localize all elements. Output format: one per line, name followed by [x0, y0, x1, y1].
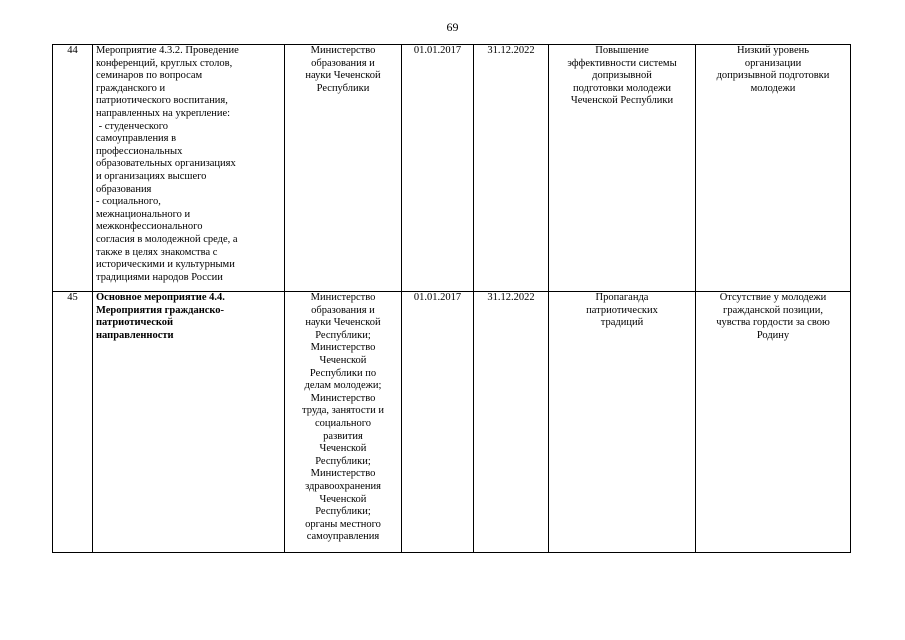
- event-cell: [93, 45, 285, 292]
- row-number-cell: 44: [53, 45, 93, 292]
- consequence-line: организации: [744, 57, 802, 69]
- event-line: направленности: [96, 329, 174, 341]
- executor-line: Республики: [316, 82, 370, 94]
- executor-line: Республики;: [315, 455, 371, 467]
- consequence-line: чувства гордости за свою: [716, 317, 830, 329]
- result-line: Чеченской Республики: [570, 95, 674, 107]
- event-line: традициями народов России: [96, 271, 223, 283]
- consequence-cell: [696, 292, 851, 553]
- consequence-line: допризывной подготовки: [716, 70, 830, 82]
- executor-cell: [285, 292, 402, 553]
- end-date-cell: 31.12.2022: [474, 45, 549, 292]
- executor-line: Республики;: [315, 506, 371, 518]
- executor-line: образования и: [311, 304, 375, 316]
- executor-line: развития: [323, 430, 363, 442]
- event-line: образования: [96, 183, 152, 195]
- result-line: Повышение: [595, 45, 649, 56]
- event-cell: [93, 292, 285, 553]
- executor-line: науки Чеченской: [305, 317, 381, 329]
- executor-line: делам молодежи;: [304, 380, 382, 392]
- event-line: патриотического воспитания,: [96, 95, 228, 107]
- row-number-cell: 45: [53, 292, 93, 553]
- event-line: межнационального и: [96, 208, 191, 220]
- table-row: [53, 292, 851, 553]
- executor-line: здравоохранения: [305, 480, 381, 492]
- result-line: традиций: [600, 317, 644, 329]
- executor-line: Республики по: [309, 367, 377, 379]
- event-line: - студенческого: [96, 120, 169, 132]
- event-line: самоуправления в: [96, 133, 177, 145]
- event-line: также в целях знакомства с: [96, 246, 218, 258]
- consequence-line: Низкий уровень: [736, 45, 810, 56]
- start-date-cell: 01.01.2017: [402, 45, 474, 292]
- executor-cell: [285, 45, 402, 292]
- event-line: семинаров по вопросам: [96, 70, 203, 82]
- table-row: [53, 45, 851, 292]
- executor-line: органы местного: [305, 518, 381, 530]
- executor-line: Чеченской: [319, 443, 367, 455]
- executor-line: труда, занятости и: [301, 405, 384, 417]
- result-line: допризывной: [592, 70, 652, 82]
- event-line: межконфессионального: [96, 221, 203, 233]
- result-line: патриотических: [586, 304, 658, 316]
- consequence-line: молодежи: [750, 82, 796, 94]
- event-line: конференций, круглых столов,: [96, 57, 233, 69]
- event-line: патриотической: [96, 317, 174, 329]
- event-line: гражданского и: [96, 82, 166, 94]
- event-line: и организациях высшего: [96, 170, 207, 182]
- start-date-cell: 01.01.2017: [402, 292, 474, 553]
- event-line: - социального,: [96, 196, 161, 208]
- executor-line: Министерство: [310, 292, 376, 303]
- event-line: Мероприятия гражданско-: [96, 304, 225, 316]
- event-line: образовательных организациях: [96, 158, 236, 170]
- result-cell: [549, 45, 696, 292]
- event-line: историческими и культурными: [96, 259, 235, 271]
- executor-line: Министерство: [310, 342, 376, 354]
- executor-line: Чеченской: [319, 354, 367, 366]
- consequence-line: гражданской позиции,: [723, 304, 823, 316]
- result-line: эффективности системы: [567, 57, 677, 69]
- consequence-cell: [696, 45, 851, 292]
- result-line: подготовки молодежи: [573, 82, 671, 94]
- end-date-cell: 31.12.2022: [474, 292, 549, 553]
- event-line: согласия в молодежной среде, а: [96, 233, 238, 245]
- executor-line: образования и: [311, 57, 375, 69]
- executor-line: Чеченской: [319, 493, 367, 505]
- page-number: 69: [446, 20, 459, 34]
- executor-line: Министерство: [310, 468, 376, 480]
- program-table: [52, 44, 851, 553]
- event-line: направленных на укрепление:: [96, 107, 231, 119]
- event-line: профессиональных: [96, 145, 183, 157]
- executor-line: Республики;: [315, 329, 371, 341]
- executor-line: науки Чеченской: [305, 70, 381, 82]
- executor-line: Министерство: [310, 392, 376, 404]
- event-line: Мероприятие 4.3.2. Проведение: [96, 45, 239, 56]
- result-cell: [549, 292, 696, 553]
- consequence-line: Отсутствие у молодежи: [719, 292, 827, 303]
- event-line: Основное мероприятие 4.4.: [96, 292, 225, 303]
- executor-line: социального: [314, 417, 372, 429]
- executor-line: Министерство: [310, 45, 376, 56]
- consequence-line: Родину: [756, 329, 790, 341]
- result-line: Пропаганда: [595, 292, 649, 303]
- executor-line: самоуправления: [306, 531, 380, 543]
